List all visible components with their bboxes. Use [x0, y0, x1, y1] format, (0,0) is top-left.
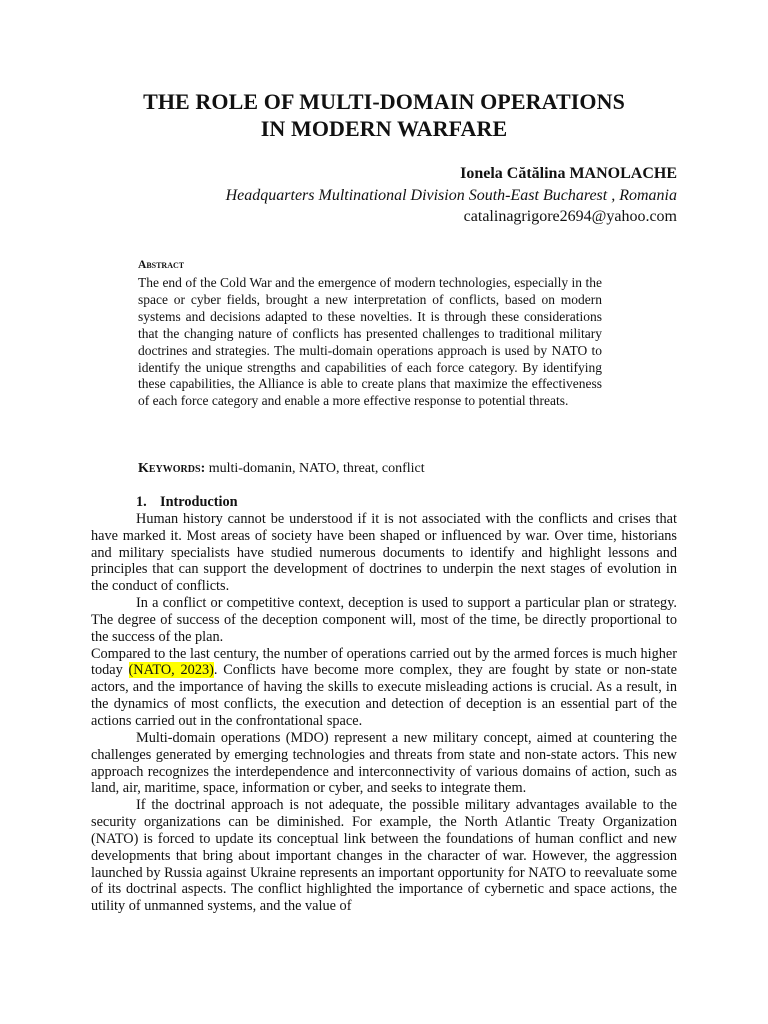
paragraph-3-end: . Conflicts have become more complex, they are fought by state or non-state actors, and the importance of having the skills to execute misleading actions is crucial. As a result, in the dynamics of most conflicts, the execution and detection of deception is an essential part of the actions carried out in the confrontational space.: [91, 662, 677, 729]
keywords-text: multi-domanin, NATO, threat, conflict: [205, 461, 425, 476]
title-line-2: IN MODERN WARFARE: [260, 116, 508, 141]
paragraph-2: In a conflict or competitive context, deception is used to support a particular plan or strategy. The degree of success of the deception component will, most of the time, be directly proportional to the success of the plan.: [91, 595, 677, 645]
paragraph-1: Human history cannot be understood if it is not associated with the conflicts and crises that have marked it. Most areas of society have been shaped or influenced by war. Over time, historians and military specialists have studied numerous documents to identify and highlight lessons and principles that can support the development of doctrines to underpin the next stages of evolution in the conduct of conflicts.: [91, 510, 677, 595]
paragraph-4: Multi-domain operations (MDO) represent a new military concept, aimed at countering the challenges generated by emerging technologies and threats from state and non-state actors. This new approach recognizes the interdependence and interconnectivity of various domains of action, such as land, air, maritime, space, information or cyber, and seeks to integrate them.: [91, 729, 677, 797]
paper-title: [90, 88, 678, 142]
abstract-section: [138, 258, 602, 410]
author-name: Ionela Cătălina MANOLACHE: [460, 165, 677, 182]
section-heading: [136, 494, 677, 511]
author-affiliation: Headquarters Multinational Division South-East Bucharest , Romania: [225, 186, 677, 204]
body-text: [91, 494, 677, 915]
keywords-label: Keywords:: [138, 461, 206, 476]
author-email: catalinagrigore2694@yahoo.com: [463, 208, 677, 225]
abstract-heading: Abstract: [138, 259, 185, 271]
section-number: 1.: [136, 494, 147, 510]
paragraph-5: If the doctrinal approach is not adequate, the possible military advantages available to the security organizations can be diminished. For example, the North Atlantic Treaty Organization (NATO) is forced to update its conceptual link between the foundations of human conflict and new developments that bring about important changes in the character of war. However, the aggression launched by Russia against Ukraine represents an important opportunity for NATO to reevaluate some of its doctrinal aspects. The conflict highlighted the importance of cybernetic and space actions, the utility of unmanned systems, and the value of: [91, 797, 677, 915]
section-title: Introduction: [160, 494, 238, 510]
highlighted-citation: (NATO, 2023): [128, 662, 214, 679]
paragraph-3-start: Compared to the last century, the number of operations carried out by the armed forces is much higher today: [91, 645, 677, 679]
title-line-1: THE ROLE OF MULTI-DOMAIN OPERATIONS: [143, 89, 625, 114]
author-block: [226, 163, 677, 228]
paragraph-3: [91, 646, 677, 730]
abstract-text: The end of the Cold War and the emergence of modern technologies, especially in the space or cyber fields, brought a new interpretation of conflicts, based on modern systems and decisions adapted to these novelties. It is through these considerations that the changing nature of conflicts has presented challenges to traditional military doctrines and strategies. The multi-domain operations approach is used by NATO to identify the unique strengths and capabilities of each force category. By identifying these capabilities, the Alliance is able to create plans that maximize the effectiveness of each force category and enable a more effective response to potential threats.: [138, 275, 602, 409]
keywords-line: [138, 460, 425, 478]
